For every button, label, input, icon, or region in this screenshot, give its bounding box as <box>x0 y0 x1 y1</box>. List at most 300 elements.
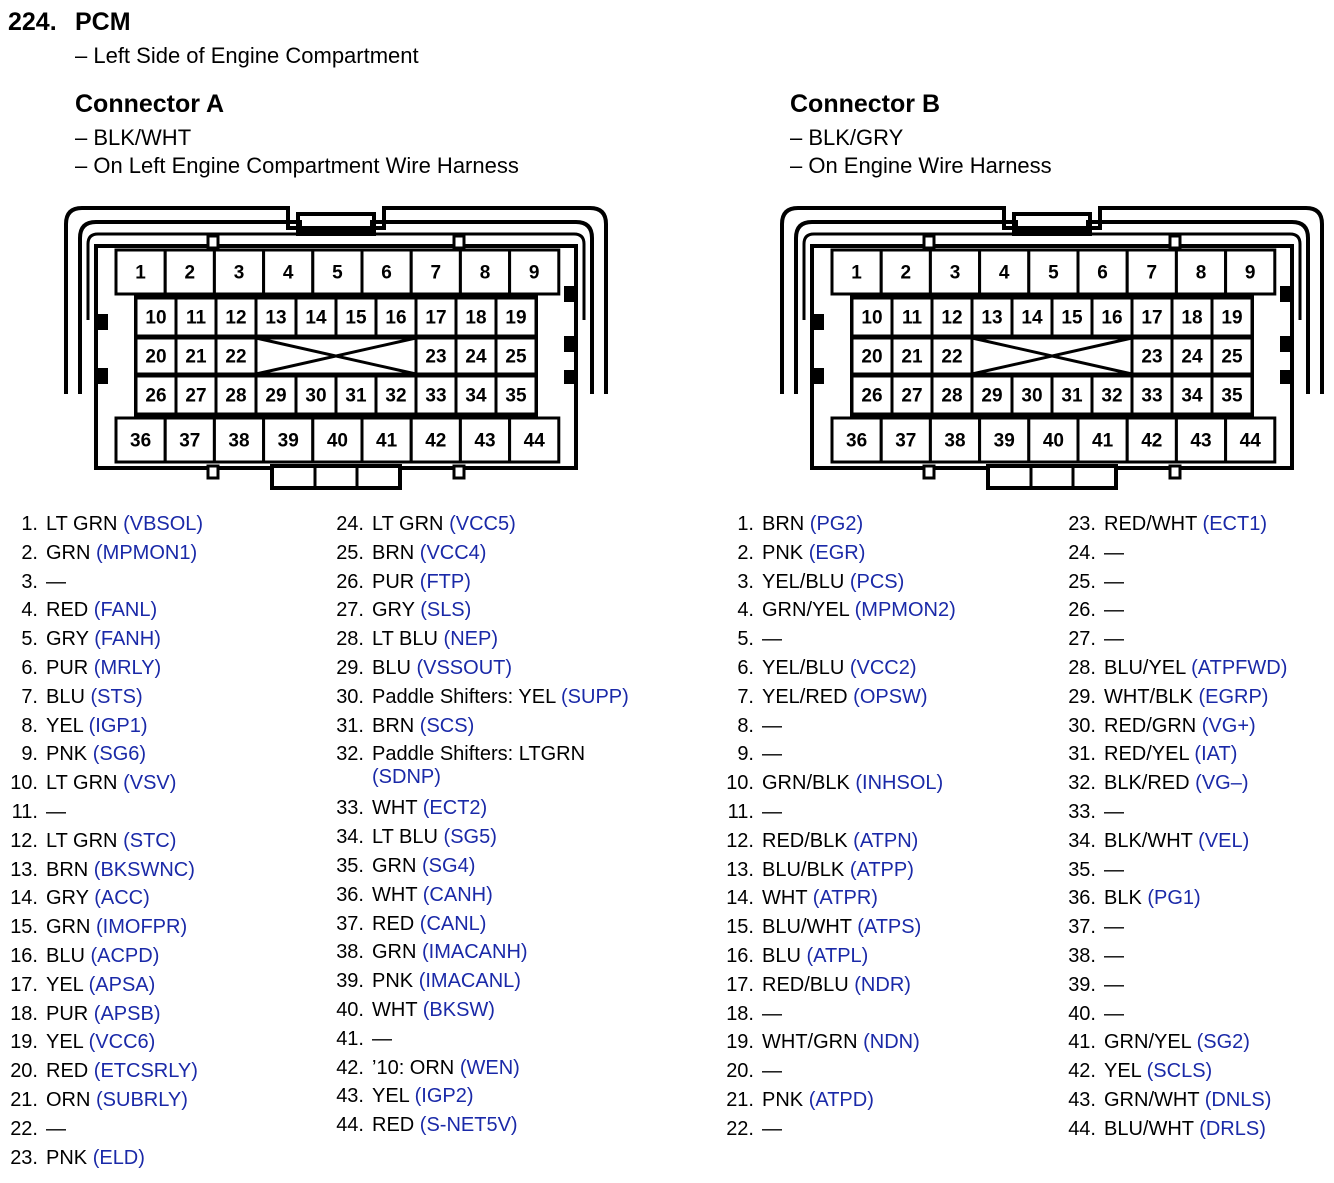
pin-label: 16 <box>385 307 407 329</box>
pin-number: 34. <box>336 826 364 849</box>
connector-pin <box>496 376 536 414</box>
signal-code: (ATPFWD) <box>1191 656 1288 679</box>
pin-number: 27. <box>336 599 364 622</box>
pin-list-item <box>1066 798 1287 827</box>
connector-a-pin-list-col1 <box>8 510 203 1172</box>
pin-label: 14 <box>305 307 327 329</box>
pin-list-item <box>8 683 203 712</box>
wire-color: — <box>372 1027 392 1050</box>
connector-pin <box>980 418 1029 462</box>
pin-number: 12. <box>10 829 38 852</box>
connector-pin <box>496 298 536 336</box>
pin-label: 20 <box>145 346 167 368</box>
connector-pin <box>496 338 536 374</box>
pin-label: 43 <box>1190 430 1212 452</box>
connector-pin <box>313 418 362 462</box>
signal-code: (VG–) <box>1195 772 1249 795</box>
pin-list-item <box>724 539 956 568</box>
signal-code: (VG+) <box>1201 714 1256 737</box>
pin-number: 22. <box>10 1117 38 1140</box>
connector-pin <box>416 338 456 374</box>
pin-label: 5 <box>332 262 343 284</box>
connector-pin <box>216 338 256 374</box>
pin-number: 10. <box>726 772 754 795</box>
pin-list-item <box>8 769 203 798</box>
pin-list-item <box>724 625 956 654</box>
connector-pin <box>136 376 176 414</box>
pin-label: 8 <box>479 262 491 284</box>
pin-list-item <box>8 740 203 769</box>
wire-color: PNK <box>46 743 88 766</box>
wire-color: BLU <box>762 944 801 967</box>
pin-label: 19 <box>1221 307 1243 329</box>
pin-number: 17. <box>10 973 38 996</box>
connector-pin <box>456 376 496 414</box>
pin-list-item <box>334 1054 629 1083</box>
wire-color: PNK <box>762 1088 804 1111</box>
pin-list-item <box>724 1000 956 1029</box>
connector-post <box>1170 466 1180 478</box>
connector-pin <box>972 376 1012 414</box>
wire-color: YEL/BLU <box>762 656 845 679</box>
connector-pin <box>165 418 214 462</box>
signal-code: (VSV) <box>123 772 177 795</box>
signal-code: (IMACANH) <box>422 941 528 964</box>
wire-color: GRN/YEL <box>762 599 850 622</box>
pin-number: 25. <box>336 541 364 564</box>
pin-label: 34 <box>1181 385 1203 407</box>
pin-number: 7. <box>737 685 754 708</box>
wire-color: — <box>762 1002 782 1025</box>
wire-color: BLU <box>46 685 85 708</box>
pin-list-item <box>334 568 629 597</box>
signal-code: (FANL) <box>93 599 158 622</box>
signal-code: (ACPD) <box>90 944 160 967</box>
wire-color: — <box>1104 800 1124 823</box>
wire-color: YEL <box>1104 1060 1142 1083</box>
pin-number: 14. <box>10 887 38 910</box>
connector-pin <box>176 298 216 336</box>
pin-label: 3 <box>949 262 961 284</box>
pin-list-item <box>724 856 956 885</box>
connector-post <box>454 236 464 248</box>
connector-pin <box>256 298 296 336</box>
pin-list-item <box>8 798 203 827</box>
wire-color: BLK/WHT <box>1104 829 1193 852</box>
pin-list-item <box>1066 1086 1287 1115</box>
pin-label: 36 <box>130 430 152 452</box>
pin-list-item <box>724 1057 956 1086</box>
pin-number: 8. <box>21 714 38 737</box>
signal-code: (ATPR) <box>812 887 878 910</box>
pin-number: 42. <box>1068 1060 1096 1083</box>
pin-label: 33 <box>425 385 447 407</box>
pin-number: 34. <box>1068 829 1096 852</box>
connector-pin <box>336 298 376 336</box>
pin-number: 3. <box>21 570 38 593</box>
pin-label: 24 <box>465 346 487 368</box>
signal-code: (IMOFPR) <box>96 916 188 939</box>
pin-number: 23. <box>10 1146 38 1169</box>
pin-list-item <box>334 1025 629 1054</box>
pin-label: 27 <box>901 385 923 407</box>
pin-label: 21 <box>185 346 207 368</box>
signal-code: (STC) <box>123 829 177 852</box>
pin-number: 17. <box>726 973 754 996</box>
connector-pin <box>1226 250 1275 294</box>
pin-number: 18. <box>10 1002 38 1025</box>
pin-number: 22. <box>726 1117 754 1140</box>
pin-list-item <box>1066 942 1287 971</box>
wire-color: RED/BLU <box>762 973 849 996</box>
pin-label: 9 <box>1244 262 1256 284</box>
pin-number: 8. <box>737 714 754 737</box>
signal-code: (WEN) <box>459 1056 520 1079</box>
pin-list-item <box>724 654 956 683</box>
pin-list-item <box>8 884 203 913</box>
pin-label: 38 <box>228 430 250 452</box>
pin-number: 5. <box>21 628 38 651</box>
wire-color: GRN <box>372 854 417 877</box>
signal-code: (DRLS) <box>1199 1117 1266 1140</box>
connector-post <box>924 236 934 248</box>
pin-number: 5. <box>737 628 754 651</box>
pin-list-item <box>1066 683 1287 712</box>
wire-color: — <box>762 1117 782 1140</box>
wire-color: — <box>762 714 782 737</box>
pin-number: 29. <box>336 656 364 679</box>
wire-color: ORN <box>46 1088 91 1111</box>
signal-code: (PG1) <box>1147 887 1201 910</box>
connector-a-pin-list-col2 <box>334 510 629 1140</box>
pin-label: 4 <box>282 262 294 284</box>
pin-label: 14 <box>1021 307 1043 329</box>
pin-label: 22 <box>941 346 963 368</box>
pin-number: 44. <box>336 1114 364 1137</box>
pin-label: 32 <box>1101 385 1123 407</box>
pin-label: 25 <box>505 346 527 368</box>
pin-label: 28 <box>225 385 247 407</box>
pin-list-item <box>8 712 203 741</box>
signal-code: (SUBRLY) <box>96 1088 188 1111</box>
connector-pin <box>1092 376 1132 414</box>
connector-side-bump <box>96 368 108 384</box>
pin-list-item <box>8 1086 203 1115</box>
wire-color: LT GRN <box>372 513 444 535</box>
connector-pin <box>460 418 509 462</box>
connector-pin <box>362 418 411 462</box>
wire-color: YEL <box>46 714 84 737</box>
pin-number: 9. <box>737 743 754 766</box>
wire-color: LT GRN <box>46 829 118 852</box>
pin-number: 26. <box>1068 599 1096 622</box>
wire-color: GRN <box>46 541 91 564</box>
pin-number: 18. <box>726 1002 754 1025</box>
wire-color: — <box>46 570 66 593</box>
pin-number: 38. <box>336 941 364 964</box>
signal-code: (DNLS) <box>1204 1088 1272 1111</box>
wire-color: LT GRN <box>46 513 118 535</box>
wire-color: RED/GRN <box>1104 714 1197 737</box>
connector-pin <box>1052 298 1092 336</box>
pin-list-item <box>8 1115 203 1144</box>
pin-label: 44 <box>1239 430 1261 452</box>
pin-label: 42 <box>425 430 447 452</box>
connector-pin <box>1029 250 1078 294</box>
connector-pin <box>852 376 892 414</box>
pin-number: 37. <box>1068 916 1096 939</box>
signal-code: (PG2) <box>809 513 864 535</box>
pin-label: 44 <box>523 430 545 452</box>
signal-code: (FANH) <box>94 628 161 651</box>
pin-list-item <box>8 856 203 885</box>
pin-number: 39. <box>1068 973 1096 996</box>
wire-color: GRY <box>46 887 89 910</box>
pin-list-item <box>8 596 203 625</box>
pin-number: 33. <box>336 797 364 820</box>
connector-pin <box>510 250 559 294</box>
connector-pin <box>1012 298 1052 336</box>
pin-number: 24. <box>336 513 364 535</box>
connector-side-bump <box>812 368 824 384</box>
signal-code: (ATPD) <box>808 1088 874 1111</box>
pin-label: 18 <box>465 307 487 329</box>
pin-list-item <box>724 913 956 942</box>
pin-number: 12. <box>726 829 754 852</box>
pin-label: 40 <box>326 430 348 452</box>
signal-code: (SDNP) <box>372 766 441 789</box>
wire-color: GRN/BLK <box>762 772 850 795</box>
connector-a-color: – BLK/WHT <box>75 125 192 150</box>
pin-label: 22 <box>225 346 247 368</box>
pin-number: 36. <box>336 883 364 906</box>
connector-pin <box>456 298 496 336</box>
signal-code: (ECT2) <box>422 797 488 820</box>
wire-color: — <box>1104 944 1124 967</box>
signal-code: (SLS) <box>420 599 472 622</box>
connector-side-bump <box>564 336 576 352</box>
pin-number: 21. <box>10 1088 38 1111</box>
wire-color: — <box>762 743 782 766</box>
connector-pin <box>264 418 313 462</box>
pin-label: 10 <box>145 307 167 329</box>
pin-list-item <box>8 1028 203 1057</box>
wire-color: BRN <box>46 858 89 881</box>
pin-list-item <box>8 827 203 856</box>
signal-code: (MPMON2) <box>854 599 956 622</box>
pin-number: 31. <box>1068 743 1096 766</box>
connector-side-bump <box>564 370 576 384</box>
pin-list-item <box>724 798 956 827</box>
pin-label: 39 <box>993 430 1015 452</box>
connector-b-diagram <box>776 202 1332 494</box>
pin-label: 43 <box>474 430 496 452</box>
pin-list-item <box>1066 884 1287 913</box>
signal-code: (MRLY) <box>93 656 162 679</box>
pin-number: 10. <box>10 772 38 795</box>
wire-color: — <box>762 800 782 823</box>
connector-pin <box>852 298 892 336</box>
pin-list-item <box>8 539 203 568</box>
pin-number: 15. <box>726 916 754 939</box>
connector-side-bump <box>564 286 576 302</box>
connector-pin <box>313 250 362 294</box>
pin-list-item <box>334 823 629 852</box>
connector-pin <box>216 376 256 414</box>
pin-label: 6 <box>381 262 392 284</box>
pin-number: 20. <box>10 1060 38 1083</box>
pin-label: 30 <box>305 385 327 407</box>
pin-label: 27 <box>185 385 207 407</box>
pin-number: 6. <box>737 656 754 679</box>
pin-label: 25 <box>1221 346 1243 368</box>
pin-number: 11. <box>11 800 38 823</box>
pin-number: 28. <box>1068 656 1096 679</box>
pin-list-item <box>334 654 629 683</box>
pin-number: 16. <box>10 944 38 967</box>
connector-a-diagram <box>60 202 616 494</box>
pin-number: 28. <box>336 628 364 651</box>
connector-pin <box>1132 298 1172 336</box>
pin-list-item <box>8 654 203 683</box>
pin-list-item <box>1066 539 1287 568</box>
connector-pin <box>1029 418 1078 462</box>
pin-list-item <box>8 913 203 942</box>
signal-code: (SG2) <box>1196 1031 1250 1054</box>
wire-color: BLU/YEL <box>1104 656 1186 679</box>
signal-code: (BKSWNC) <box>93 858 195 881</box>
connector-pin <box>892 298 932 336</box>
pin-list-item <box>1066 856 1287 885</box>
wire-color: YEL <box>46 1031 84 1054</box>
connector-pin <box>892 376 932 414</box>
wire-color: Paddle Shifters: YEL <box>372 685 556 708</box>
wire-color: — <box>1104 973 1124 996</box>
connector-post <box>924 466 934 478</box>
wire-color: ’10: ORN <box>372 1056 455 1079</box>
pin-label: 26 <box>145 385 167 407</box>
pin-list-item <box>8 971 203 1000</box>
pin-list-item <box>334 1111 629 1140</box>
pin-list-item <box>334 539 629 568</box>
pin-list-item <box>334 967 629 996</box>
pin-label: 5 <box>1048 262 1059 284</box>
pin-number: 24. <box>1068 541 1096 564</box>
signal-code: (NDR) <box>854 973 911 996</box>
pin-number: 32. <box>336 743 364 766</box>
pin-list-item <box>724 568 956 597</box>
pin-label: 32 <box>385 385 407 407</box>
connector-bottom-key <box>988 466 1116 488</box>
pin-label: 2 <box>184 262 196 284</box>
pin-number: 2. <box>737 541 754 564</box>
pin-list-item <box>724 596 956 625</box>
signal-code: (STS) <box>90 685 143 708</box>
pin-label: 1 <box>851 262 862 284</box>
pin-list-item <box>334 683 629 712</box>
wire-color: — <box>1104 916 1124 939</box>
wire-color: YEL/RED <box>762 685 848 708</box>
pin-list-item <box>1066 712 1287 741</box>
connector-side-bump <box>96 314 108 330</box>
wire-color: PNK <box>46 1146 88 1169</box>
pin-list-item <box>1066 568 1287 597</box>
connector-pin <box>1172 376 1212 414</box>
signal-code: (ATPN) <box>853 829 919 852</box>
wire-color: RED/WHT <box>1104 513 1197 535</box>
pin-list-item <box>724 683 956 712</box>
pin-list-item <box>334 852 629 881</box>
signal-code: (VCC5) <box>449 513 516 535</box>
pin-number: 30. <box>336 685 364 708</box>
pin-number: 44. <box>1068 1117 1096 1140</box>
pin-list-item <box>1066 596 1287 625</box>
pin-list-item <box>1066 827 1287 856</box>
signal-code: (VCC4) <box>419 541 487 564</box>
connector-pin <box>296 376 336 414</box>
pin-label: 16 <box>1101 307 1123 329</box>
connector-pin <box>852 338 892 374</box>
signal-code: (APSB) <box>93 1002 161 1025</box>
pin-label: 13 <box>265 307 287 329</box>
pin-label: 36 <box>846 430 868 452</box>
wire-color: BRN <box>762 513 805 535</box>
connector-pin <box>1212 338 1252 374</box>
connector-pin <box>1127 250 1176 294</box>
connector-pin <box>296 298 336 336</box>
connector-pin <box>214 418 263 462</box>
pin-number: 40. <box>336 998 364 1021</box>
pin-label: 24 <box>1181 346 1203 368</box>
connector-b-color: – BLK/GRY <box>790 125 904 150</box>
pin-label: 4 <box>998 262 1010 284</box>
pin-label: 23 <box>425 346 447 368</box>
signal-code: (ATPL) <box>806 944 869 967</box>
connector-pin <box>1212 298 1252 336</box>
connector-pin <box>1127 418 1176 462</box>
pin-list-item <box>334 910 629 939</box>
pin-label: 6 <box>1097 262 1108 284</box>
connector-side-bump <box>812 314 824 330</box>
connector-pin <box>1078 250 1127 294</box>
wire-color: WHT <box>762 887 808 910</box>
pin-list-item <box>8 1057 203 1086</box>
pin-number: 15. <box>10 916 38 939</box>
pin-label: 39 <box>277 430 299 452</box>
pin-number: 2. <box>21 541 38 564</box>
wire-color: GRN <box>372 941 417 964</box>
pin-label: 12 <box>941 307 963 329</box>
pin-list-item <box>724 827 956 856</box>
wire-color: — <box>46 800 66 823</box>
connector-b-title: Connector B <box>790 90 940 118</box>
signal-code: (IMACANL) <box>418 970 521 993</box>
connector-pin <box>881 418 930 462</box>
wire-color: BRN <box>372 714 415 737</box>
connector-side-bump <box>1280 336 1292 352</box>
pin-list-item <box>334 510 629 539</box>
connector-pin <box>264 250 313 294</box>
signal-code: (IAT) <box>1194 743 1238 766</box>
connector-pin <box>336 376 376 414</box>
pin-number: 37. <box>336 912 364 935</box>
connector-pin <box>1226 418 1275 462</box>
pin-number: 43. <box>1068 1088 1096 1111</box>
pin-list-item <box>1066 769 1287 798</box>
connector-pin <box>932 298 972 336</box>
wire-color: WHT <box>372 883 418 906</box>
connector-pin <box>176 376 216 414</box>
